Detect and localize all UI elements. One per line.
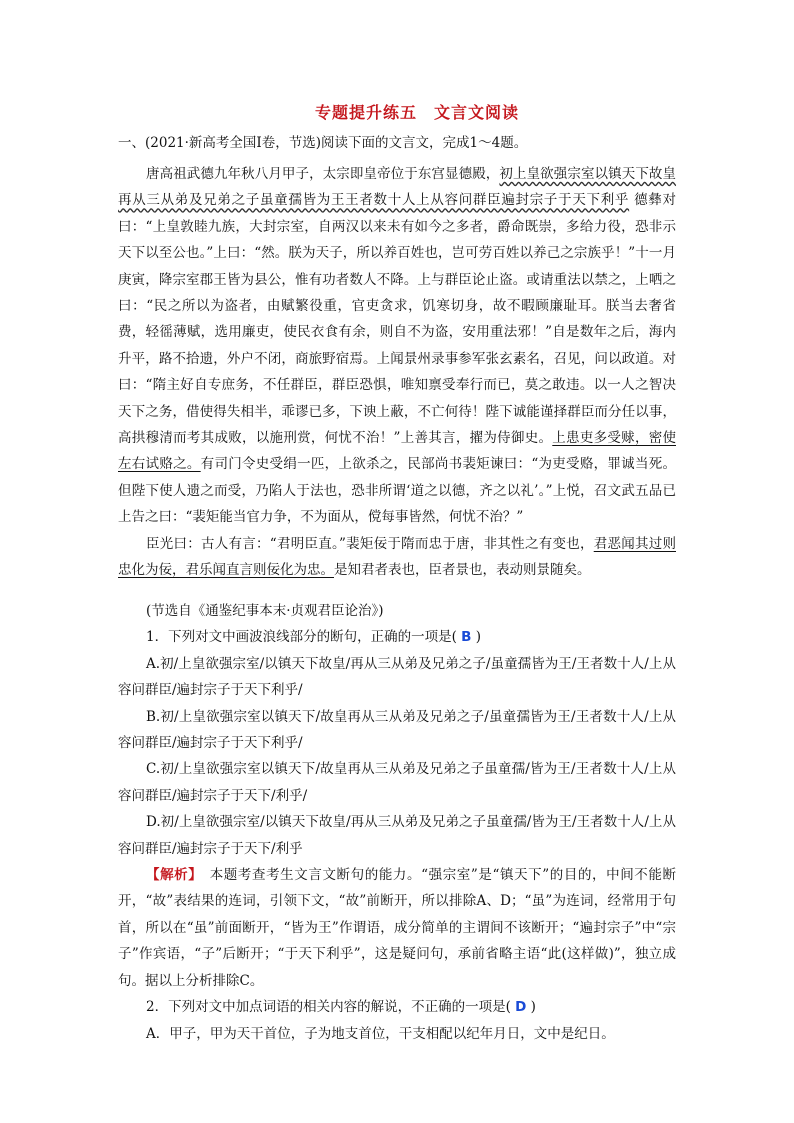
passage-paragraph-2: [118, 531, 676, 584]
passage-source: (节选自《通鉴纪事本末·贞观君臣论治》): [146, 603, 384, 619]
passage-text: 臣光曰：古人有言：“君明臣直。”裴矩佞于隋而忠于唐，非其性之有变也，: [146, 535, 594, 552]
question-intro: 一、(2021·新高考全国Ⅰ卷，节选)阅读下面的文言文，完成1～4题。: [118, 135, 528, 151]
classical-passage: [118, 161, 676, 584]
underlined-sentence: 上患吏多受赇，密使左右试赂之。: [118, 430, 676, 473]
passage-text: 是知君者表也，臣者景也，表动则景随矣。: [334, 562, 591, 579]
underlined-sentence: 君恶闻其过则忠化为佞，君乐闻直言则佞化为忠。: [118, 535, 676, 579]
question-stem-close: ): [530, 999, 536, 1016]
question-2-answer: D: [515, 999, 527, 1016]
question-stem-close: ): [475, 629, 482, 646]
question-1-stem: [118, 624, 676, 650]
question-stem-text: 1．下列对文中画波浪线部分的断句，正确的一项是(: [146, 629, 457, 646]
question-stem-text: 2．下列对文中加点词语的相关内容的解说，不正确的一项是(: [146, 999, 511, 1016]
passage-text: 德彝对曰：“上皇敦睦九族，大封宗室，自两汉以来未有如今之多者，爵命既崇，多给力役，恐非示天下以至公也。”上曰：“然。朕为天子，所以养百姓也，岂可劳百姓以养己之宗族乎！”十一月庚寅，降宗室郡王皆为县公，惟有功者数人不降。上与群臣论止盗。或请重法以禁之，上哂之曰：“民之所以为盗者，由赋繁役重，官吏贪求，饥寒切身，故不暇顾廉耻耳。朕当去奢省费，轻徭薄赋，选用廉吏，使民衣食有余，则自不为盗，安用重法邪！”自是数年之后，海内升平，路不拾遗，外户不闭，商旅野宿焉。上闻景州录事参军张玄素名，召见，问以政道。对曰：“隋主好自专庶务，不任群臣，群臣恐惧，唯知禀受奉行而已，莫之敢违。以一人之智决天下之务，借使得失相半，乖谬已多，下谀上蔽，不亡何待！陛下诚能谨择群臣而分任以事，高拱穆清而考其成败，以施刑赏，何忧不治！”上善其言，擢为侍御史。: [118, 192, 676, 447]
question-1-option-d: D.初/上皇欲强宗室/以镇天下故皇/再从三从弟及兄弟之子虽童孺/皆为王/王者数十人/上从容问群臣/遍封宗子于天下/利乎: [118, 814, 676, 857]
question-1-option-a: A.初/上皇欲强宗室/以镇天下故皇/再从三从弟及兄弟之子/虽童孺皆为王/王者数十人/上从容问群臣/遍封宗子于天下利乎/: [118, 655, 676, 699]
page-title: 专题提升练五 文言文阅读: [314, 103, 519, 122]
question-2-option-a: A．甲子，甲为天干首位，子为地支首位，干支相配以纪年月日，文中是纪日。: [146, 1025, 615, 1042]
question-1-analysis: [118, 862, 676, 994]
passage-text: 唐高祖武德九年秋八月甲子，太宗即皇帝位于东宫显德殿，: [146, 166, 500, 182]
analysis-text: 本题考查考生文言文断句的能力。“强宗室”是“镇天下”的目的，中间不能断开，“故”表结果的连词，引领下文，“故”前断开，所以排除A、D；“虽”为连词，经常用于句首，所以在“虽”前面断开，“皆为王”作谓语，成分简单的主谓间不该断开；“遍封宗子”中“宗子”作宾语，“子”后断开；“于天下利乎”，这是疑问句，承前省略主语“此(这样做)”，独立成句。据以上分析排除C。: [118, 867, 676, 989]
passage-paragraph-1: [118, 161, 676, 531]
analysis-label: 【解析】: [146, 867, 196, 884]
wavy-underlined-text: 初上皇欲强宗室以镇天下故皇再从三从弟及兄弟之子虽童孺皆为王王者数十人上从容问群臣遍封宗子于天下利乎: [118, 166, 677, 209]
question-1-option-c: C.初/上皇欲强宗室以镇天下/故皇再从三从弟及兄弟之子虽童孺/皆为王/王者数十人/上从容问群臣/遍封宗子于天下/利乎/: [118, 761, 676, 804]
passage-text: 有司门令史受绢一匹，上欲杀之，民部尚书裴矩谏曰：“为吏受赂，罪诚当死。但陛下使人遗之而受，乃陷人于法也，恐非所谓‘道之以德，齐之以礼’。”上悦，召文武五品已上告之曰：“裴矩能当官力争，不为面从，傥每事皆然，何忧不治？”: [118, 456, 677, 526]
question-1-block: [118, 598, 676, 1047]
question-1-option-b: B.初/上皇欲强宗室以镇天下/故皇再从三从弟及兄弟之子/虽童孺皆为王/王者数十人/上从容问群臣/遍封宗子于天下利乎/: [118, 708, 676, 752]
question-2-stem: [118, 994, 676, 1020]
question-1-answer: B: [461, 629, 472, 646]
